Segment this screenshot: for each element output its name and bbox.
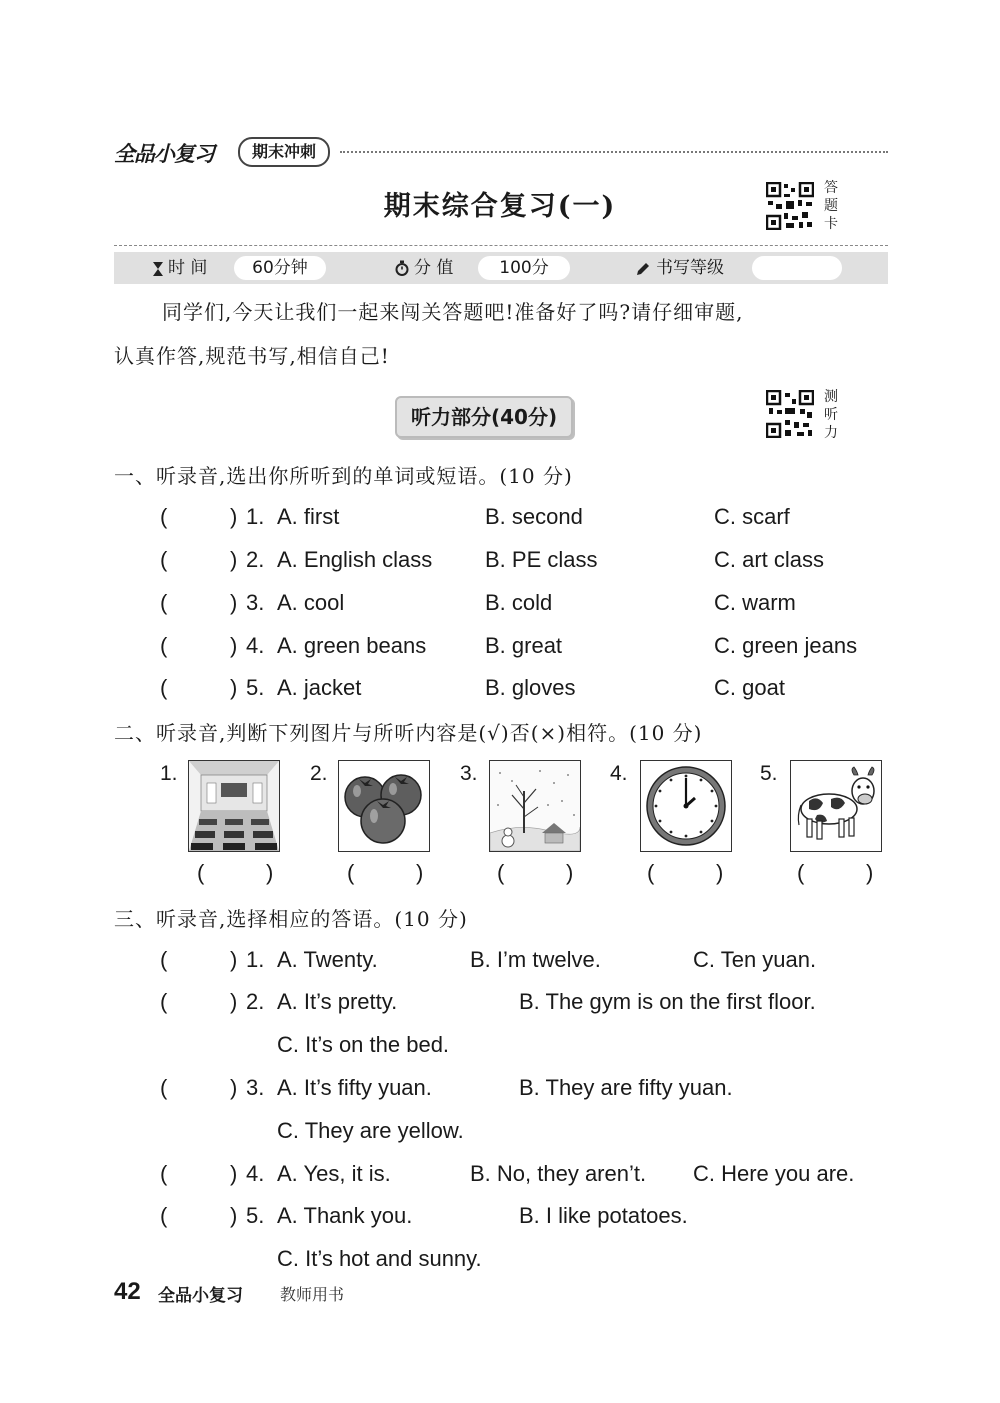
option-b: B. cold [485,590,553,615]
answer-paren-close[interactable]: ) [230,1203,238,1228]
answer-paren-open[interactable]: ( [160,1161,168,1186]
option-c: C. Here you are. [693,1161,855,1186]
question-number: 3. [246,590,265,615]
option-b: B. No, they aren’t. [470,1161,647,1186]
qr-listening-label: 测听力 [824,389,838,441]
answer-paren-close[interactable]: ) [230,547,238,572]
option-a: A. cool [277,590,345,615]
question-number: 4. [246,1161,265,1186]
option-c: C. It’s hot and sunny. [277,1246,482,1271]
footer-subtitle: 教师用书 [280,1285,345,1304]
picture-number: 4. [610,762,628,785]
answer-paren-close[interactable]: ) [566,860,574,885]
answer-paren-open[interactable]: ( [160,675,168,700]
option-a: A. first [277,504,340,529]
picture-number: 1. [160,762,178,785]
answer-paren-open[interactable]: ( [160,633,168,658]
option-b: B. PE class [485,547,598,572]
question-number: 3. [246,1075,265,1100]
option-b: B. The gym is on the first floor. [519,989,816,1014]
option-c: C. It’s on the bed. [277,1032,450,1057]
option-a: A. green beans [277,633,427,658]
answer-paren-open[interactable]: ( [347,860,355,885]
question-number: 2. [246,547,265,572]
option-b: B. gloves [485,675,576,700]
option-a: A. English class [277,547,433,572]
picture-number: 2. [310,762,328,785]
picture-number: 5. [760,762,778,785]
option-c: C. warm [714,590,796,615]
answer-paren-close[interactable]: ) [230,675,238,700]
answer-paren-open[interactable]: ( [160,1075,168,1100]
option-c: C. green jeans [714,633,858,658]
answer-paren-close[interactable]: ) [230,504,238,529]
option-a: A. It’s pretty. [277,989,398,1014]
answer-paren-close[interactable]: ) [230,633,238,658]
answer-paren-close[interactable]: ) [866,860,874,885]
answer-paren-open[interactable]: ( [160,504,168,529]
picture-number: 3. [460,762,478,785]
answer-paren-open[interactable]: ( [497,860,505,885]
option-b: B. great [485,633,563,658]
writing-grade-field[interactable] [752,256,842,280]
answer-paren-open[interactable]: ( [647,860,655,885]
option-b: B. I’m twelve. [470,947,601,972]
answer-paren-close[interactable]: ) [230,947,238,972]
score-label: 分 值 [414,258,454,278]
brand-logo: 全品小复习 [114,142,214,166]
option-c: C. They are yellow. [277,1118,464,1143]
intro-line-1: 同学们,今天让我们一起来闯关答题吧!准备好了吗?请仔细审题, [162,300,744,324]
section-1-title: 一、听录音,选出你所听到的单词或短语。(10 分) [114,464,573,488]
answer-paren-close[interactable]: ) [416,860,424,885]
page-title: 期末综合复习(一) [383,191,617,222]
option-a: A. Yes, it is. [277,1161,391,1186]
answer-paren-open[interactable]: ( [797,860,805,885]
question-number: 4. [246,633,265,658]
qr-code-icon[interactable] [766,182,814,230]
answer-paren-close[interactable]: ) [230,1075,238,1100]
answer-paren-open[interactable]: ( [160,947,168,972]
time-label: 时 间 [168,258,208,278]
option-c: C. scarf [714,504,790,529]
option-a: A. Thank you. [277,1203,413,1228]
question-number: 1. [246,947,265,972]
intro-line-2: 认真作答,规范书写,相信自己! [114,344,390,368]
series-badge: 期末冲刺 [238,137,330,167]
option-b: B. second [485,504,583,529]
question-number: 2. [246,989,265,1014]
writing-label: 书写等级 [656,258,724,278]
option-a: A. Twenty. [277,947,378,972]
question-number: 5. [246,1203,265,1228]
answer-paren-close[interactable]: ) [230,989,238,1014]
tomatoes-picture-icon [338,760,430,852]
question-number: 1. [246,504,265,529]
hourglass-icon [152,261,164,277]
option-b: B. They are fifty yuan. [519,1075,733,1100]
classroom-picture-icon [188,760,280,852]
score-value: 100分 [478,256,570,280]
answer-paren-close[interactable]: ) [266,860,274,885]
option-c: C. goat [714,675,785,700]
time-value: 60分钟 [234,256,326,280]
option-b: B. I like potatoes. [519,1203,688,1228]
question-number: 5. [246,675,265,700]
section-2-title: 二、听录音,判断下列图片与所听内容是(√)否(×)相符。(10 分) [114,721,703,745]
footer-brand: 全品小复习 [158,1286,243,1306]
answer-paren-close[interactable]: ) [230,1161,238,1186]
option-a: A. jacket [277,675,362,700]
section-3-title: 三、听录音,选择相应的答语。(10 分) [114,907,468,931]
header-separator [114,245,888,246]
answer-paren-open[interactable]: ( [197,860,205,885]
option-a: A. It’s fifty yuan. [277,1075,432,1100]
cow-picture-icon [790,760,882,852]
answer-paren-open[interactable]: ( [160,547,168,572]
snowy-scene-picture-icon [489,760,581,852]
answer-paren-open[interactable]: ( [160,590,168,615]
answer-paren-close[interactable]: ) [230,590,238,615]
qr-answer-label: 答题卡 [824,180,838,232]
answer-paren-open[interactable]: ( [160,1203,168,1228]
clock-picture-icon [640,760,732,852]
header-divider [340,151,888,153]
stopwatch-icon [394,260,410,276]
qr-code-listening-icon[interactable] [766,390,814,438]
part-title: 听力部分(40分) [395,396,573,438]
option-c: C. Ten yuan. [693,947,817,972]
answer-paren-open[interactable]: ( [160,989,168,1014]
answer-paren-close[interactable]: ) [716,860,724,885]
page-number: 42 [114,1278,141,1305]
option-c: C. art class [714,547,825,572]
pencil-icon [636,261,651,276]
